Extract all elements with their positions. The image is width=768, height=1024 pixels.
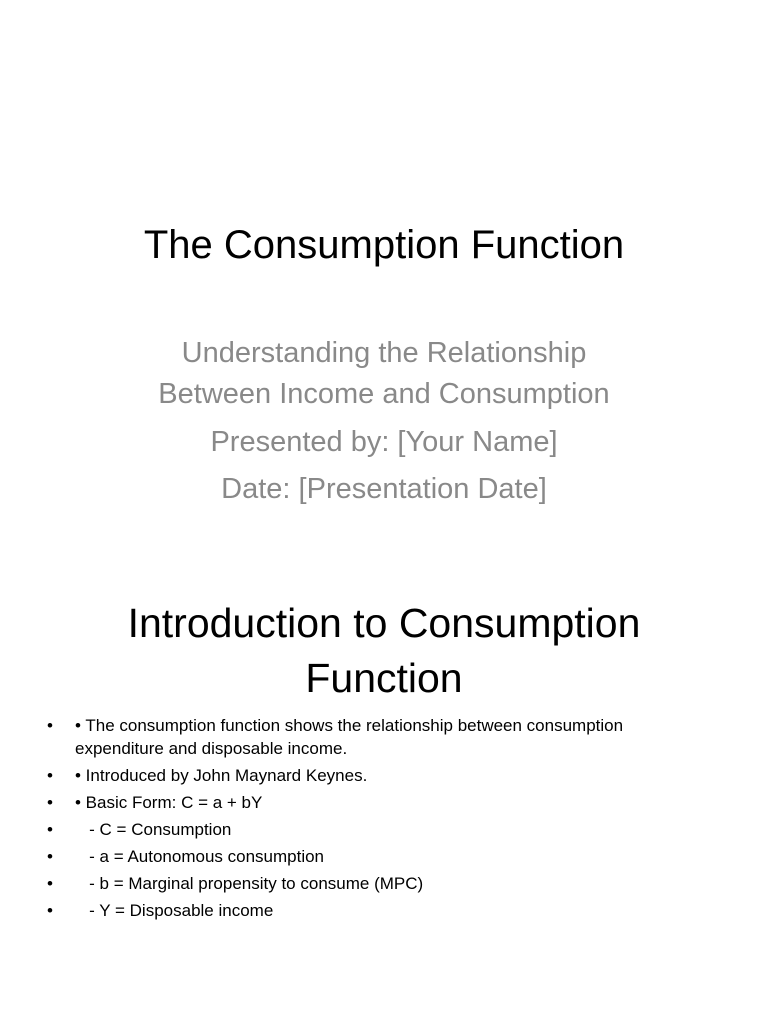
bullet-icon: • [47, 874, 53, 893]
bullet-text: - Y = Disposable income [75, 901, 274, 920]
list-item [47, 818, 707, 841]
subtitle-line-description: Understanding the Relationship Between Income and Consumption [158, 337, 610, 410]
bullet-text: - C = Consumption [75, 820, 232, 839]
bullet-list [47, 714, 707, 922]
list-item [47, 714, 707, 760]
subtitle-line-presenter: Presented by: [Your Name] [210, 425, 558, 458]
bullet-icon: • [47, 847, 53, 866]
bullet-text: • The consumption function shows the relationship between consumption expenditure and disposable income. [75, 716, 628, 758]
list-item [47, 764, 707, 787]
list-item [47, 872, 707, 895]
list-item [47, 791, 707, 814]
bullet-icon: • [47, 820, 53, 839]
subtitle-line-date: Date: [Presentation Date] [221, 473, 547, 505]
bullet-icon: • [47, 716, 53, 735]
bullet-text: - a = Autonomous consumption [75, 847, 325, 866]
bullet-icon: • [47, 793, 53, 812]
list-item [47, 899, 707, 922]
slide-title-consumption-function: The Consumption Function [143, 223, 625, 267]
bullet-text: • Introduced by John Maynard Keynes. [75, 766, 368, 785]
slide-subtitle [144, 333, 624, 510]
slide-title-introduction: Introduction to Consumption Function [127, 600, 641, 701]
bullet-icon: • [47, 901, 53, 920]
bullet-text: - b = Marginal propensity to consume (MPC) [75, 874, 424, 893]
bullet-text: • Basic Form: C = a + bY [75, 793, 263, 812]
list-item [47, 845, 707, 868]
bullet-icon: • [47, 766, 53, 785]
